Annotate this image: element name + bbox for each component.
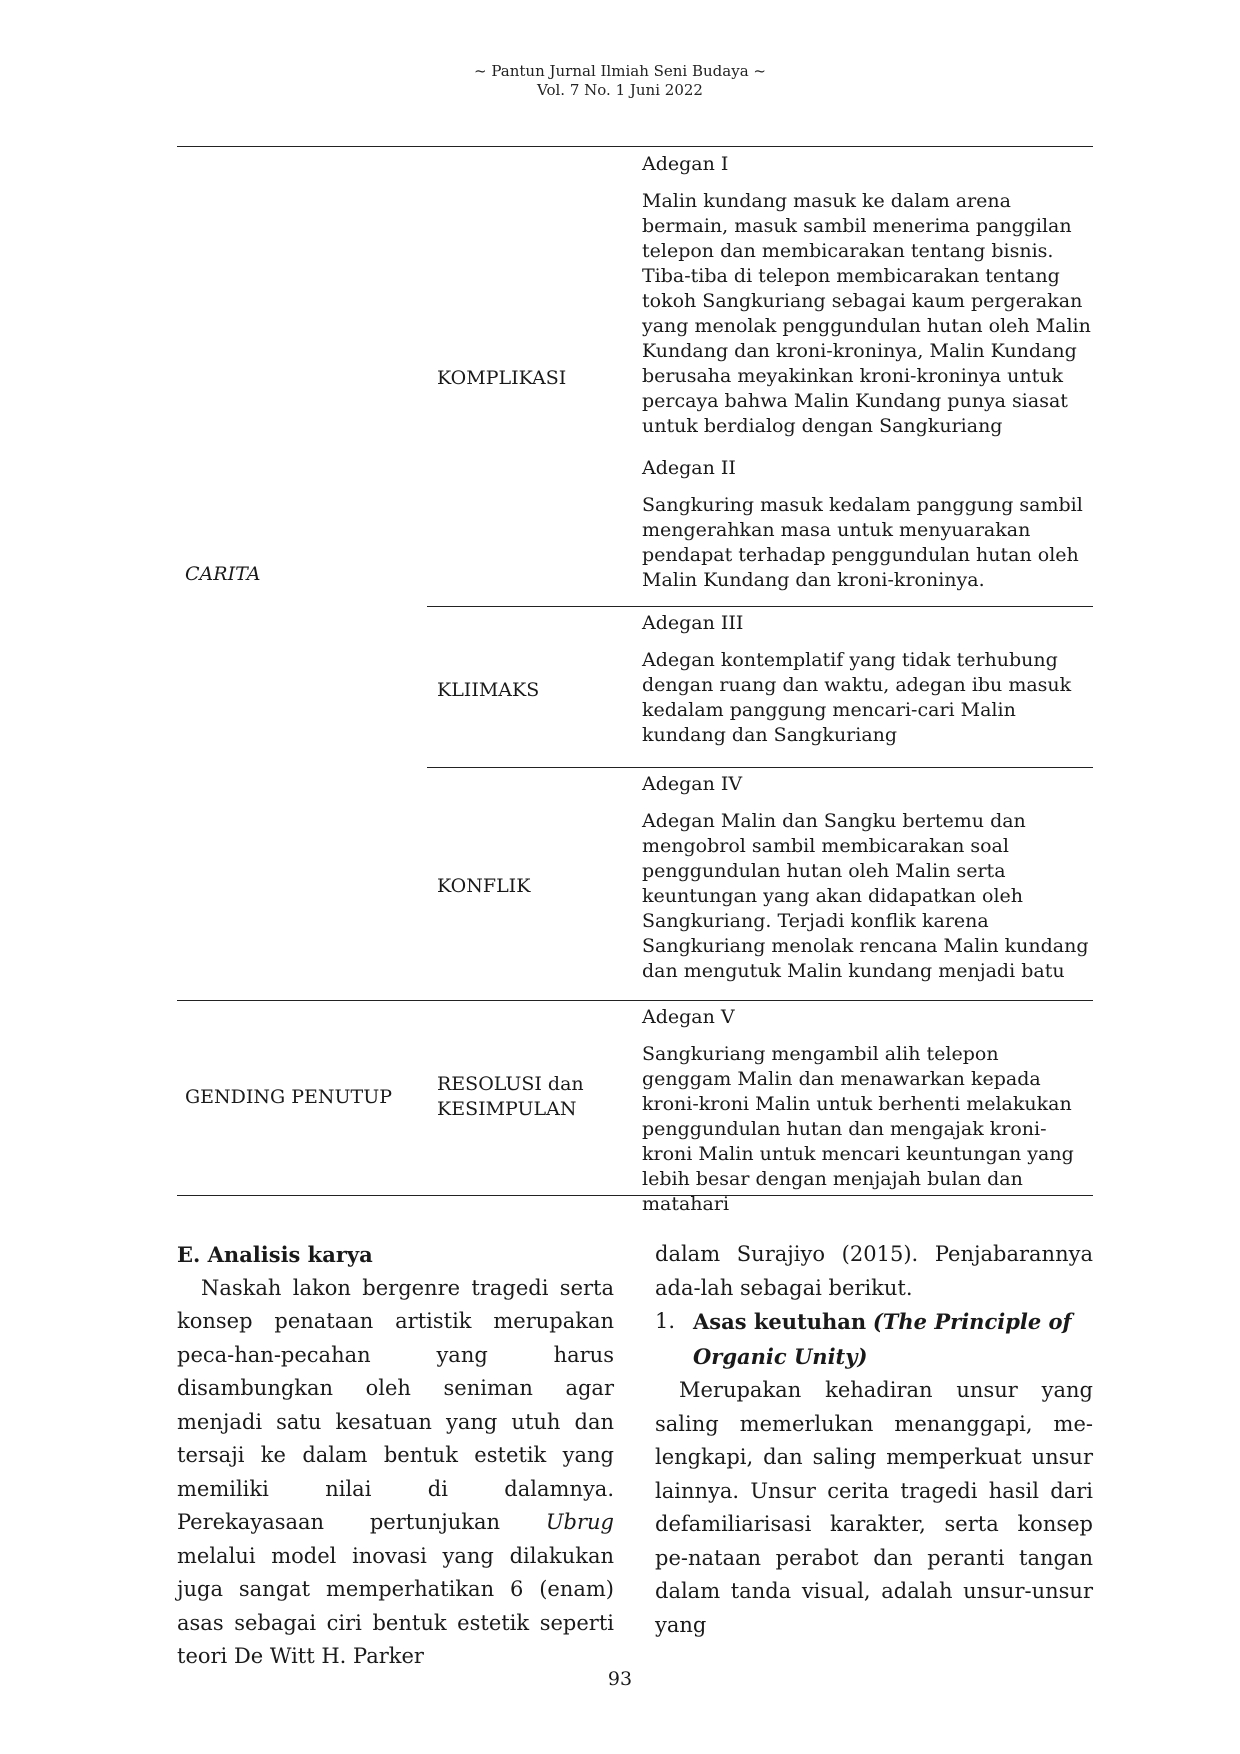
- paragraph-text-end: melalui model inovasi yang dilakukan juga sangat memperhatikan 6 (enam) asas sebagai ciri bentuk estetik seperti teori De Witt H. Parker: [177, 1543, 614, 1668]
- scene-description: Sangkuring masuk kedalam panggung sambil mengerahkan masa untuk menyuarakan pendapat terhadap penggundulan hutan oleh Malin Kundang dan kroni-kroninya.: [642, 494, 1083, 591]
- scene-title: Adegan II: [642, 457, 736, 479]
- scene-block-adegan-5: [642, 1005, 1092, 1217]
- principle-paragraph: Merupakan kehadiran unsur yang saling memerlukan menanggapi, me-lengkapi, dan saling memperkuat unsur lainnya. Unsur cerita tragedi hasil dari defamiliarisasi karakter, serta konsep pe-nataan perabot dan peranti tangan dalam tanda visual, adalah unsur-unsur yang: [655, 1378, 1093, 1637]
- scene-title: Adegan V: [642, 1006, 735, 1028]
- scene-description: Adegan Malin dan Sangku bertemu dan mengobrol sambil membicarakan soal penggundulan hutan oleh Malin serta keuntungan yang akan didapatkan oleh Sangkuriang. Terjadi konflik karena Sangkuriang menolak rencana Malin kundang dan mengutuk Malin kundang menjadi batu: [642, 810, 1089, 982]
- continuation-paragraph: dalam Surajiyo (2015). Penjabarannya ada-lah sebagai berikut.: [655, 1242, 1093, 1300]
- ubrug-term: Ubrug: [545, 1510, 614, 1534]
- journal-name: ~ Pantun Jurnal Ilmiah Seni Budaya ~: [474, 62, 766, 80]
- phase-label-resolusi: [437, 1072, 584, 1122]
- scene-title: Adegan I: [642, 153, 729, 175]
- row-divider-konflik: [427, 767, 1093, 768]
- analysis-paragraph: [177, 1272, 614, 1674]
- list-item-asas-keutuhan: [655, 1305, 1093, 1374]
- phase-label-klimaks: KLIIMAKS: [437, 679, 540, 701]
- right-text-column: [655, 1238, 1093, 1642]
- journal-issue: Vol. 7 No. 1 Juni 2022: [537, 81, 703, 99]
- scene-block-adegan-2: [642, 456, 1092, 593]
- list-title: Asas keutuhan: [693, 1309, 867, 1334]
- phase-label-resolusi-line2: KESIMPULAN: [437, 1098, 577, 1120]
- running-header: [0, 62, 1240, 100]
- scene-block-adegan-4: [642, 772, 1092, 984]
- scene-description: Malin kundang masuk ke dalam arena bermain, masuk sambil menerima panggilan telepon dan membicarakan tentang bisnis. Tiba-tiba di telepon membicarakan tentang tokoh Sangkuriang sebagai kaum pergerakan yang menolak penggundulan hutan oleh Malin Kundang dan kroni-kroninya, Malin Kundang berusaha meyakinkan kroni-kroninya untuk percaya bahwa Malin Kundang punya siasat untuk berdialog dengan Sangkuriang: [642, 190, 1091, 437]
- scene-description: Adegan kontemplatif yang tidak terhubung dengan ruang dan waktu, adegan ibu masuk kedalam panggung mencari-cari Malin kundang dan Sangkuriang: [642, 649, 1072, 746]
- section-heading: E. Analisis karya: [177, 1242, 373, 1267]
- group-label-gending-penutup: GENDING PENUTUP: [185, 1086, 393, 1108]
- phase-label-resolusi-line1: RESOLUSI dan: [437, 1073, 584, 1095]
- scene-description: Sangkuriang mengambil alih telepon genggam Malin dan menawarkan kepada kroni-kroni Malin untuk berhenti melakukan penggundulan hutan dan mengajak kroni-kroni Malin untuk mencari keuntungan yang lebih besar dengan menjajah bulan dan matahari: [642, 1043, 1074, 1215]
- list-title-english: (The Principle of Organic Unity): [693, 1309, 1072, 1369]
- row-divider-klimaks: [427, 606, 1093, 607]
- page-number: 93: [607, 1668, 633, 1690]
- table-top-rule: [177, 146, 1093, 147]
- left-text-column: [177, 1238, 614, 1674]
- scene-block-adegan-3: [642, 611, 1092, 748]
- scene-title: Adegan III: [642, 612, 744, 634]
- phase-label-komplikasi: KOMPLIKASI: [437, 367, 567, 389]
- paragraph-text-start: Naskah lakon bergenre tragedi serta konsep penataan artistik merupakan peca-han-pecahan yang harus disambungkan oleh seniman agar menjadi satu kesatuan yang utuh dan tersaji ke dalam bentuk estetik yang memiliki nilai di dalamnya. Perekayasaan pertunjukan: [177, 1275, 614, 1534]
- phase-label-konflik: KONFLIK: [437, 875, 531, 897]
- scene-block-adegan-1: [642, 152, 1092, 439]
- group-label-carita: CARITA: [185, 563, 261, 585]
- list-number: 1.: [655, 1309, 676, 1333]
- scene-title: Adegan IV: [642, 773, 743, 795]
- group-divider-gending: [177, 1000, 1093, 1001]
